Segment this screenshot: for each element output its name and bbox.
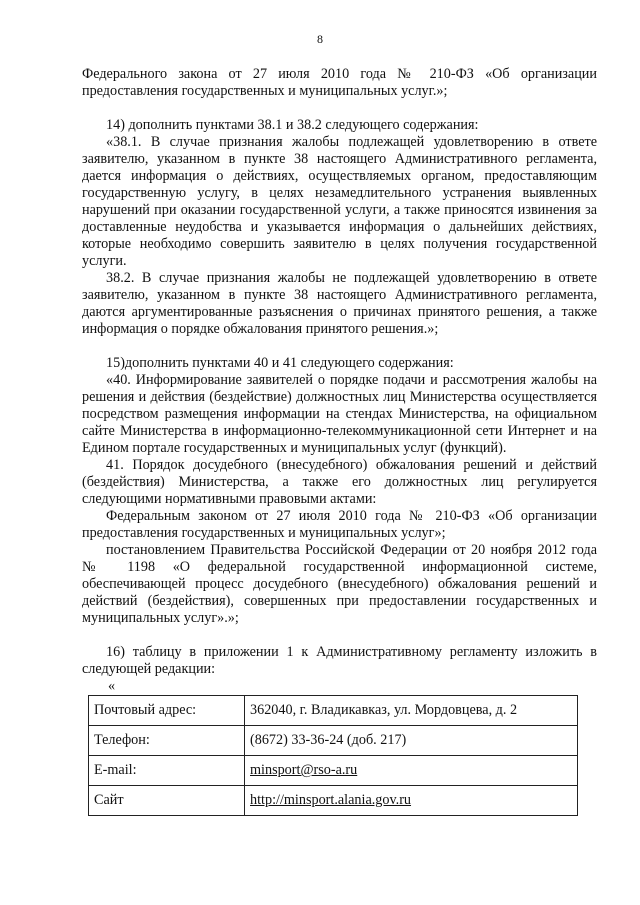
paragraph-spacer [82, 627, 597, 644]
page-number: 8 [317, 32, 323, 46]
paragraph-spacer [82, 338, 597, 355]
paragraph: постановлением Правительства Российской Федерации от 20 ноября 2012 года № 1198 «О федеральной государственной информационной системе, обеспечивающей процесс досудебного (внесудебного) обжалования решений и действий (бездействия), совершенных при предоставлении государственных и муниципальных услуг».»; [82, 542, 597, 626]
document-body [82, 66, 597, 816]
contact-label: Почтовый адрес: [89, 696, 245, 726]
paragraph: Федерального закона от 27 июля 2010 года № 210-ФЗ «Об организации предоставления государственных и муниципальных услуг.»; [82, 66, 597, 99]
paragraph: 14) дополнить пунктами 38.1 и 38.2 следующего содержания: [106, 117, 479, 133]
contact-value: (8672) 33-36-24 (доб. 217) [245, 726, 578, 756]
paragraph: «38.1. В случае признания жалобы подлежащей удовлетворению в ответе заявителю, указанном в пункте 38 настоящего Административного регламента, дается информация о действиях, осуществляемых органом, предоставляющим государственную услугу, в целях незамедлительного устранения выявленных нарушений при оказании государственной услуги, а также приносятся извинения за доставленные неудобства и указывается информация о дальнейших действиях, которые необходимо совершить заявителю в целях получения государственной услуги. [82, 134, 597, 269]
contact-value [245, 786, 578, 816]
paragraph-list [82, 66, 597, 678]
contact-label: Сайт [89, 786, 245, 816]
table-row [89, 756, 578, 786]
paragraph: 16) таблицу в приложении 1 к Административному регламенту изложить в следующей редакции: [82, 644, 597, 677]
contact-value: 362040, г. Владикавказ, ул. Мордовцева, д. 2 [245, 696, 578, 726]
paragraph-spacer [82, 100, 597, 117]
contact-table [88, 695, 578, 816]
paragraph: 38.2. В случае признания жалобы не подлежащей удовлетворению в ответе заявителю, указанном в пункте 38 настоящего Административного регламента, даются аргументированные разъяснения о причинах принятого решения, а также информация о порядке обжалования принятого решения.»; [82, 270, 597, 337]
table-row [89, 786, 578, 816]
paragraph: 15)дополнить пунктами 40 и 41 следующего содержания: [106, 355, 454, 371]
paragraph: 41. Порядок досудебного (внесудебного) обжалования решений и действий (бездействия) Министерства, а также его должностных лиц регулируется следующими нормативными правовыми актами: [82, 457, 597, 507]
contact-value [245, 756, 578, 786]
contact-label: E-mail: [89, 756, 245, 786]
contact-label: Телефон: [89, 726, 245, 756]
table-row [89, 696, 578, 726]
table-row [89, 726, 578, 756]
quote-open-mark: « [108, 678, 116, 694]
contact-link[interactable]: http://minsport.alania.gov.ru [250, 792, 412, 808]
contact-link[interactable]: minsport@rso-a.ru [250, 762, 358, 778]
paragraph: Федеральным законом от 27 июля 2010 года № 210-ФЗ «Об организации предоставления государственных и муниципальных услуг»; [82, 508, 597, 541]
paragraph: «40. Информирование заявителей о порядке подачи и рассмотрения жалобы на решения и действия (бездействие) должностных лиц Министерства осуществляется посредством размещения информации на стендах Министерства, на официальном сайте Министерства в информационно-телекоммуникационной сети Интернет и на Едином портале государственных и муниципальных услуг (функций). [82, 372, 597, 456]
